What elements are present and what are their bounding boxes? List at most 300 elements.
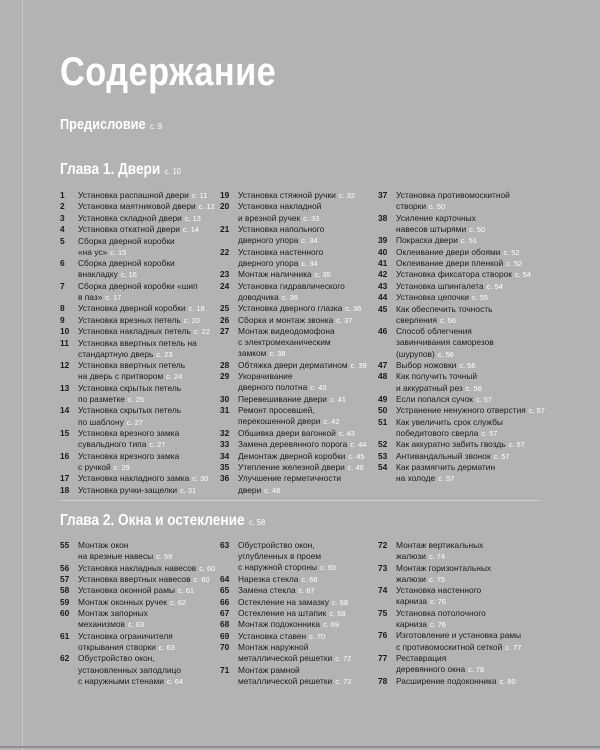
toc-entry-text <box>78 258 175 280</box>
toc-entry-line: Как аккуратно забить гвоздь <box>396 439 506 450</box>
toc-entry-line: Установка противомоскитной <box>396 190 510 200</box>
toc-entry-line: сувальдного типа <box>78 439 147 450</box>
toc-entry-number: 27 <box>220 326 230 336</box>
toc-entry-page: с. 60 <box>199 563 216 573</box>
toc-entry-page: с. 11 <box>191 191 208 200</box>
toc-entry-text <box>396 213 485 235</box>
toc-entry-page: с. 14 <box>182 225 199 235</box>
toc-entry-number: 63 <box>220 540 230 550</box>
toc-entry-number: 77 <box>378 653 388 663</box>
toc-entry-page: с. 63 <box>128 620 145 630</box>
toc-entry-number: 33 <box>220 439 230 450</box>
toc-entry-line: (шурупов) <box>396 348 435 359</box>
toc-entry-line: с наружной стороны <box>238 562 318 573</box>
toc-entry-text <box>396 563 491 585</box>
toc-entry-number: 76 <box>378 630 388 641</box>
toc-entry-page: с. 57 <box>481 429 498 438</box>
toc-entry-text <box>396 371 482 393</box>
toc-entry-text <box>78 428 179 450</box>
toc-entry-line: на дверь с притвором <box>78 371 164 382</box>
toc-entry-number: 10 <box>60 326 70 337</box>
toc-entry-page: с. 43 <box>338 428 355 438</box>
toc-entry-page: с. 39 <box>350 360 367 370</box>
toc-entry-text <box>396 247 519 258</box>
toc-entry-text <box>78 360 185 382</box>
toc-entry-line: Установка ограничителя <box>78 630 173 641</box>
toc-entry-line: дверного полотна <box>238 382 308 393</box>
toc-entry-number: 28 <box>220 359 230 370</box>
toc-entry-line: углубленных в проем <box>238 551 322 562</box>
toc-entry-number: 34 <box>220 450 230 461</box>
toc-entry-text <box>396 439 525 450</box>
toc-entry-page: с. 72 <box>335 654 352 664</box>
toc-entry-page: с. 57 <box>528 406 545 416</box>
toc-entry-page: с. 54 <box>486 281 503 291</box>
toc-entry-number: 42 <box>378 269 388 280</box>
toc-entry-line: Изготовление и установка рамы <box>396 630 522 641</box>
toc-entry-line: замком <box>238 348 267 359</box>
toc-entry-line: Обустройство окон, <box>238 540 315 550</box>
toc-entry-text <box>396 608 486 630</box>
toc-entry-line: Установка распашной двери <box>78 190 189 200</box>
toc-entry-page: с. 56 <box>439 315 456 325</box>
toc-entry-line: Расширение подоконника <box>396 675 497 686</box>
toc-entry-line: Обустройство окон, <box>78 653 155 664</box>
toc-entry-page: с. 15 <box>110 247 127 257</box>
toc-entry-line: с противомоскитной сеткой <box>396 641 503 652</box>
toc-entry-line: завинчивания саморезов <box>396 337 494 348</box>
toc-entry-number: 7 <box>60 280 65 291</box>
toc-entry-text <box>78 383 181 405</box>
toc-entry-line: Установка складной двери <box>78 212 182 223</box>
toc-entry-line: Нарезка стекла <box>238 573 299 584</box>
toc-entry-text <box>396 451 510 462</box>
toc-entry-text <box>78 236 175 258</box>
toc-entry-number: 9 <box>60 314 65 325</box>
toc-entry-line: Установка откатной двери <box>78 224 180 235</box>
toc-entry-page: с. 61 <box>178 586 195 596</box>
toc-entry-text <box>396 304 492 326</box>
toc-entry-line: по шаблону <box>78 416 124 427</box>
toc-entry-number: 59 <box>60 596 70 607</box>
chapter-1-heading[interactable] <box>60 161 181 179</box>
toc-entry-text <box>238 201 321 223</box>
toc-entry-page: с. 42 <box>323 417 340 427</box>
toc-entry-line: Установка ввертных петель <box>78 360 186 371</box>
toc-entry-line: Остекление на штапик <box>238 608 327 618</box>
toc-entry-page: с. 63 <box>158 643 175 652</box>
toc-entry-text <box>238 585 315 596</box>
toc-entry-number: 17 <box>60 473 70 484</box>
toc-entry-line: Как обеспечить точность <box>396 303 493 314</box>
toc-entry-number: 78 <box>378 675 388 686</box>
toc-entry-line: Если попался сучок <box>396 394 473 404</box>
toc-entry-number: 13 <box>60 382 70 393</box>
toc-entry-page: с. 74 <box>428 552 445 562</box>
toc-entry-page: с. 31 <box>180 485 197 495</box>
toc-entry-line: Способ облегчения <box>396 326 472 337</box>
toc-entry-line: Установка потолочного <box>396 607 486 618</box>
toc-entry-line: Выбор ножовки <box>396 360 457 370</box>
toc-entry-text <box>78 326 210 337</box>
toc-entry-number: 15 <box>60 428 70 438</box>
toc-entry-number: 71 <box>220 664 230 675</box>
toc-entry-text <box>78 224 199 235</box>
toc-entry-line: дверного упора <box>238 235 299 246</box>
toc-entry-text <box>78 405 181 427</box>
toc-entry-page: с. 20 <box>183 315 200 325</box>
chapter-1-title: Глава 1. Двери <box>60 161 161 178</box>
toc-entry-line: механизмов <box>78 619 125 630</box>
toc-entry-line: «на ус» <box>78 246 108 257</box>
toc-entry-number: 70 <box>220 642 230 653</box>
toc-entry-page: с. 66 <box>301 574 318 584</box>
toc-entry-page: с. 24 <box>166 372 183 382</box>
toc-entry-line: Монтаж наличника <box>238 269 312 280</box>
toc-entry-line: карниза <box>396 619 427 629</box>
toc-entry-page: с. 35 <box>314 270 331 280</box>
toc-entry-line: Оклеивание двери обоями <box>396 246 501 257</box>
toc-entry-line: внакладку <box>78 269 118 280</box>
toc-entry-number: 74 <box>378 585 388 596</box>
toc-entry-page: с. 55 <box>472 293 489 303</box>
toc-entry-line: победитового сверла <box>396 428 479 438</box>
toc-entry-text <box>238 281 345 303</box>
toc-entry-page: с. 62 <box>169 597 187 607</box>
toc-entry-text <box>78 585 194 596</box>
page-title: Содержание <box>60 50 277 94</box>
toc-entry-page: с. 25 <box>127 395 145 404</box>
toc-entry-text <box>396 190 510 212</box>
toc-entry-text <box>396 417 503 439</box>
toc-entry-page: с. 12 <box>198 202 215 212</box>
toc-entry-line: Антивандальный звонок <box>396 450 491 461</box>
toc-entry-line: Установка накладного замка <box>78 473 190 484</box>
toc-entry-page: с. 13 <box>184 213 201 223</box>
toc-entry-text <box>78 315 200 326</box>
toc-entry-page: с. 41 <box>329 394 346 404</box>
toc-entry-page: с. 27 <box>149 440 166 450</box>
toc-entry-text <box>78 540 172 562</box>
toc-entry-line: Как увеличить срок службы <box>396 416 503 427</box>
toc-entry-number: 19 <box>220 190 230 200</box>
toc-entry-number: 51 <box>378 416 388 427</box>
toc-entry-text <box>396 326 494 360</box>
toc-entry-line: двери <box>238 484 262 495</box>
toc-entry-line: Установка оконной рамы <box>78 585 175 596</box>
toc-entry-page: с. 60 <box>193 575 210 584</box>
toc-entry-text <box>238 224 324 246</box>
toc-entry-line: Установка врезных петель <box>78 314 181 325</box>
toc-entry-number: 57 <box>60 574 70 584</box>
toc-entry-text <box>78 631 175 653</box>
toc-entry-line: жалюзи <box>396 573 426 584</box>
toc-entry-page: с. 45 <box>348 451 365 461</box>
toc-entry-number: 20 <box>220 201 230 212</box>
toc-entry-text <box>238 439 366 450</box>
toc-entry-line: стандартную дверь <box>78 348 154 359</box>
toc-entry-line: Установка фиксатора створок <box>396 269 512 280</box>
toc-entry-line: Обшивка двери вагонкой <box>238 427 336 438</box>
toc-entry-line: Перевешивание двери <box>238 393 327 404</box>
toc-entry-text <box>396 360 475 371</box>
toc-entry-text <box>238 405 339 427</box>
toc-entry-number: 73 <box>378 562 388 573</box>
toc-entry-page: с. 36 <box>281 292 298 302</box>
toc-entry-number: 26 <box>220 314 230 325</box>
toc-entry-line: Установка настенного <box>238 246 324 257</box>
toc-entry-page: с. 76 <box>429 620 446 629</box>
toc-entry-page: с. 38 <box>269 349 286 359</box>
toc-entry-line: Установка скрытых петель <box>78 405 182 416</box>
toc-entry-line: жалюзи <box>396 551 426 562</box>
toc-entry-text <box>238 574 317 585</box>
toc-entry-line: Установка ввертных навесов <box>78 574 191 584</box>
page-bottom-edge <box>0 746 600 748</box>
toc-entry-line: Оклеивание двери пленкой <box>396 258 504 268</box>
toc-entry-page: с. 51 <box>460 236 477 246</box>
toc-entry-number: 69 <box>220 630 230 641</box>
toc-entry-line: Остекление на замазку <box>238 596 329 607</box>
toc-entry-page: с. 56 <box>437 349 454 359</box>
toc-entry-line: Установка ставен <box>238 630 307 641</box>
toc-entry-number: 36 <box>220 473 230 484</box>
toc-entry-line: Монтаж подоконника <box>238 619 321 630</box>
toc-entry-line: дверного упора <box>238 257 299 268</box>
toc-entry-text <box>238 642 351 664</box>
toc-entry-number: 61 <box>60 630 70 641</box>
toc-entry-text <box>78 190 207 201</box>
toc-entry-text <box>78 653 183 687</box>
toc-entry-text <box>238 394 346 405</box>
toc-entry-page: с. 68 <box>331 597 348 607</box>
toc-entry-line: и аккуратный рез <box>396 382 463 393</box>
toc-entry-text <box>396 540 483 562</box>
toc-entry-line: на врезные навесы <box>78 551 154 562</box>
toc-entry-page: с. 23 <box>156 349 173 359</box>
toc-entry-line: Установка скрытых петель <box>78 382 182 393</box>
toc-entry-text <box>396 676 516 687</box>
toc-entry-line: установленных заподлицо <box>78 664 181 675</box>
toc-entry-number: 60 <box>60 608 70 619</box>
toc-entry-page: с. 75 <box>428 574 445 584</box>
toc-entry-text <box>396 462 495 484</box>
toc-entry-text <box>238 665 351 687</box>
chapter-2-page: с. 58 <box>248 517 266 527</box>
toc-entry-text <box>238 597 348 608</box>
toc-entry-line: Монтаж рамной <box>238 664 300 675</box>
toc-entry-line: с электромеханическим <box>238 337 331 348</box>
toc-entry-text <box>238 540 336 574</box>
toc-entry-line: и врезной ручек <box>238 212 301 223</box>
toc-entry-number: 48 <box>378 371 388 382</box>
toc-entry-text <box>396 235 477 246</box>
toc-entry-number: 54 <box>378 462 388 473</box>
toc-entry-page: с. 16 <box>120 270 137 280</box>
toc-entry-text <box>78 338 197 360</box>
toc-entry-line: Замена деревянного порога <box>238 439 348 450</box>
toc-entry-line: Установка дверного глазка <box>238 303 343 314</box>
toc-entry-page: с. 57 <box>508 440 525 450</box>
toc-entry-number: 8 <box>60 303 65 314</box>
toc-entry-page: с. 17 <box>105 293 122 302</box>
toc-entry-text <box>78 563 215 574</box>
toc-entry-text <box>78 574 210 585</box>
toc-entry-text <box>238 360 367 371</box>
toc-entry-text <box>396 394 492 405</box>
toc-entry-number: 3 <box>60 212 65 223</box>
toc-entry-line: створки <box>396 201 427 212</box>
toc-entry-line: Реставрация <box>396 653 447 663</box>
toc-entry-page: с. 57 <box>475 395 492 404</box>
page-edge-line <box>22 0 23 750</box>
toc-entry-page: с. 59 <box>156 552 173 562</box>
toc-entry-line: Покраска двери <box>396 235 458 246</box>
toc-entry-line: Установка врезного замка <box>78 450 180 461</box>
toc-entry-line: Монтаж запорных <box>78 608 148 619</box>
toc-entry-line: Установка ввертных петель на <box>78 337 197 348</box>
toc-entry-line: Установка накладных навесов <box>78 562 197 573</box>
toc-entry-number: 58 <box>60 585 70 596</box>
toc-entry-number: 14 <box>60 405 70 416</box>
toc-entry-page: с. 48 <box>264 485 281 495</box>
toc-entry-line: сверления <box>396 314 437 325</box>
toc-entry-text <box>396 292 488 303</box>
toc-entry-text <box>78 485 196 496</box>
toc-entry-line: по разметке <box>78 394 125 404</box>
toc-entry-page: с. 65 <box>320 563 337 573</box>
toc-entry-number: 23 <box>220 269 230 280</box>
toc-entry-number: 62 <box>60 653 70 664</box>
toc-entry-number: 56 <box>60 562 70 573</box>
toc-entry-page: с. 30 <box>192 474 209 484</box>
chapter-1-page: с. 10 <box>164 166 181 176</box>
toc-entry-text <box>396 585 481 607</box>
toc-entry-number: 25 <box>220 303 230 314</box>
toc-entry-text <box>396 258 522 269</box>
toc-entry-text <box>78 303 205 314</box>
toc-entry-number: 44 <box>378 292 388 303</box>
chapter-2-title: Глава 2. Окна и остекление <box>60 512 245 529</box>
toc-entry-page: с. 50 <box>429 202 446 212</box>
toc-entry-text <box>238 269 331 280</box>
toc-entry-number: 72 <box>378 540 388 550</box>
toc-entry-number: 75 <box>378 607 388 618</box>
toc-entry-number: 32 <box>220 427 230 438</box>
toc-entry-line: Установка цепочки <box>396 292 469 303</box>
toc-entry-page: с. 56 <box>459 361 476 370</box>
preface-label: Предисловие <box>60 117 146 133</box>
toc-entry-page: с. 36 <box>345 304 362 314</box>
toc-entry-line: Монтаж вертикальных <box>396 540 484 550</box>
toc-entry-page: с. 76 <box>429 597 446 607</box>
toc-entry-number: 16 <box>60 450 70 461</box>
toc-entry-number: 31 <box>220 405 230 416</box>
toc-entry-page: с. 37 <box>336 315 353 325</box>
toc-entry-line: Устранение ненужного отверстия <box>396 405 526 416</box>
toc-entry-text <box>78 281 198 303</box>
toc-entry-number: 38 <box>378 212 388 223</box>
toc-entry-text <box>78 608 148 630</box>
toc-entry-page: с. 29 <box>113 462 130 472</box>
toc-entry-number: 12 <box>60 360 70 371</box>
toc-entry-number: 41 <box>378 258 388 268</box>
chapter-divider <box>60 500 540 501</box>
toc-entry-line: Утепление железной двери <box>238 462 345 472</box>
toc-entry-page: с. 77 <box>505 642 522 652</box>
toc-entry-line: Установка настенного <box>396 585 482 596</box>
toc-entry-line: с ручкой <box>78 461 111 472</box>
preface-heading[interactable] <box>60 117 162 133</box>
toc-entry-text <box>396 630 521 652</box>
chapter-2-heading[interactable] <box>60 512 265 530</box>
toc-entry-number: 18 <box>60 484 70 495</box>
toc-entry-page: с. 68 <box>329 609 346 618</box>
toc-entry-line: Сборка дверной коробки «шип <box>78 280 198 291</box>
toc-entry-line: Как размягчить дерматин <box>396 462 496 473</box>
toc-entry-line: в паз» <box>78 292 103 302</box>
toc-entry-page: с. 57 <box>438 474 455 484</box>
toc-entry-page: с. 32 <box>338 191 355 200</box>
toc-entry-page: с. 67 <box>298 586 315 596</box>
toc-entry-page: с. 44 <box>350 440 367 450</box>
toc-entry-page: с. 54 <box>514 270 531 280</box>
toc-entry-number: 66 <box>220 596 230 607</box>
toc-entry-number: 35 <box>220 462 230 472</box>
toc-entry-line: Укорачивание <box>238 371 293 382</box>
toc-entry-text <box>238 619 339 630</box>
toc-entry-number: 46 <box>378 326 388 337</box>
toc-entry-page: с. 40 <box>310 383 327 393</box>
toc-entry-line: Монтаж видеодомофона <box>238 326 335 336</box>
toc-entry-page: с. 50 <box>469 224 486 234</box>
toc-entry-page: с. 57 <box>493 451 510 461</box>
toc-entry-line: Установка шпингалета <box>396 280 484 291</box>
toc-entry-line: металлической решетки <box>238 653 333 664</box>
toc-entry-text <box>78 451 179 473</box>
toc-entry-text <box>396 281 503 292</box>
toc-entry-number: 47 <box>378 360 388 370</box>
toc-entry-text <box>396 405 545 416</box>
toc-entry-number: 29 <box>220 371 230 382</box>
toc-entry-line: Усиление карточных <box>396 212 476 223</box>
toc-entry-line: Установка ручки-защелки <box>78 484 178 495</box>
toc-entry-page: с. 34 <box>301 258 318 268</box>
toc-entry-text <box>238 303 361 314</box>
toc-entry-line: Как получить точный <box>396 371 478 382</box>
toc-entry-number: 6 <box>60 258 65 269</box>
toc-entry-page: с. 52 <box>503 247 520 257</box>
toc-entry-number: 68 <box>220 619 230 630</box>
toc-entry-line: доводчика <box>238 291 279 302</box>
toc-entry-line: перекошенной двери <box>238 416 321 427</box>
toc-entry-text <box>396 269 531 280</box>
toc-entry-line: открывания створки <box>78 642 156 652</box>
toc-entry-number: 49 <box>378 394 388 404</box>
toc-entry-number: 67 <box>220 608 230 618</box>
toc-entry-text <box>238 473 341 495</box>
toc-entry-text <box>238 190 355 201</box>
toc-entry-text <box>78 473 208 484</box>
toc-entry-line: Улучшение герметичности <box>238 473 342 484</box>
toc-entry-text <box>238 315 352 326</box>
toc-entry-page: с. 22 <box>193 327 210 337</box>
toc-entry-number: 55 <box>60 540 70 550</box>
toc-entry-number: 65 <box>220 585 230 596</box>
toc-entry-line: карниза <box>396 596 427 607</box>
toc-entry-number: 53 <box>378 450 388 461</box>
toc-entry-line: Замена стекла <box>238 585 296 596</box>
